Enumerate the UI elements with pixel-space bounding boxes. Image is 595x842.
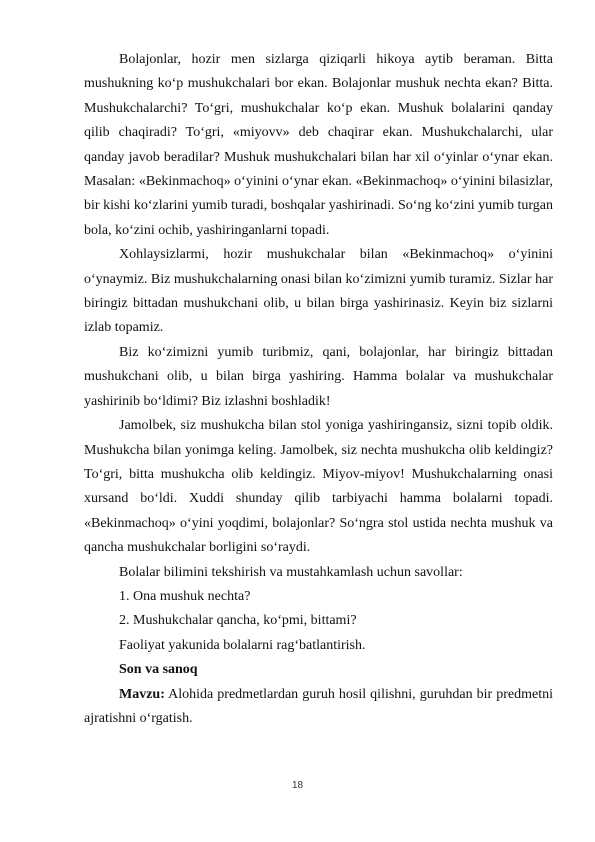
topic-label: Mavzu: bbox=[119, 686, 165, 702]
topic-text: Alohida predmetlardan guruh hosil qilishni, guruhdan bir predmetni ajratishni o‘rgatish. bbox=[84, 686, 553, 726]
story-paragraph-2: Xohlaysizlarmi, hozir mushukchalar bilan «Bekinmachoq» o‘yinini o‘ynaymiz. Biz mushukchalarning onasi bilan ko‘zimizni yumib turamiz. Sizlar har biringiz bittadan mushukchani olib, u bilan birga yashirinasiz. Keyin biz sizlarni izlab topamiz. bbox=[84, 247, 553, 336]
topic-paragraph bbox=[84, 683, 553, 732]
document-page bbox=[84, 48, 553, 731]
question-1: 1. Ona mushuk nechta? bbox=[119, 588, 251, 604]
story-paragraph-3: Biz ko‘zimizni yumib turibmiz, qani, bolajonlar, har biringiz bittadan mushukchani olib, u bilan birga yashiring. Hamma bolalar va mushukchalar yashirinib bo‘ldimi? Biz izlashni boshladik! bbox=[84, 344, 553, 409]
story-paragraph-4: Jamolbek, siz mushukcha bilan stol yoniga yashiringansiz, sizni topib oldik. Mushukcha bilan yonimga keling. Jamolbek, siz nechta mushukcha olib keldingiz? To‘gri, bitta mushukcha olib keldingiz. Miyov-miyov! Mushukchalarning onasi xursand bo‘ldi. Xuddi shunday qilib tarbiyachi hamma bolalarni topadi. «Bekinmachoq» o‘yini yoqdimi, bolajonlar? So‘ngra stol ustida nechta mushuk va qancha mushukchalar borligini so‘raydi. bbox=[84, 418, 553, 556]
question-2: 2. Mushukchalar qancha, ko‘pmi, bittami? bbox=[119, 613, 357, 629]
section-title: Son va sanoq bbox=[119, 662, 198, 678]
questions-intro: Bolalar bilimini tekshirish va mustahkamlash uchun savollar: bbox=[119, 564, 463, 580]
story-paragraph-1: Bolajonlar, hozir men sizlarga qiziqarli hikoya aytib beraman. Bitta mushukning ko‘p mushukchalari bor ekan. Bolajonlar mushuk nechta ekan? Bitta. Mushukchalarchi? To‘gri, mushukchalar ko‘p ekan. Mushuk bolalarini qanday qilib chaqiradi? To‘gri, «miyovv» deb chaqirar ekan. Mushukchalarchi, ular qanday javob beradilar? Mushuk mushukchalari bilan har xil o‘yinlar o‘ynar ekan. Masalan: «Bekinmachoq» o‘yinini o‘ynar ekan. «Bekinmachoq» o‘yinini bilasizlar, bir kishi ko‘zlarini yumib turadi, boshqalar yashirinadi. So‘ng ko‘zini yumib turgan bola, ko‘zini ochib, yashiringanlarni topadi. bbox=[84, 52, 553, 238]
page-number: 18 bbox=[291, 780, 304, 791]
closing-note: Faoliyat yakunida bolalarni rag‘batlantirish. bbox=[119, 637, 366, 653]
